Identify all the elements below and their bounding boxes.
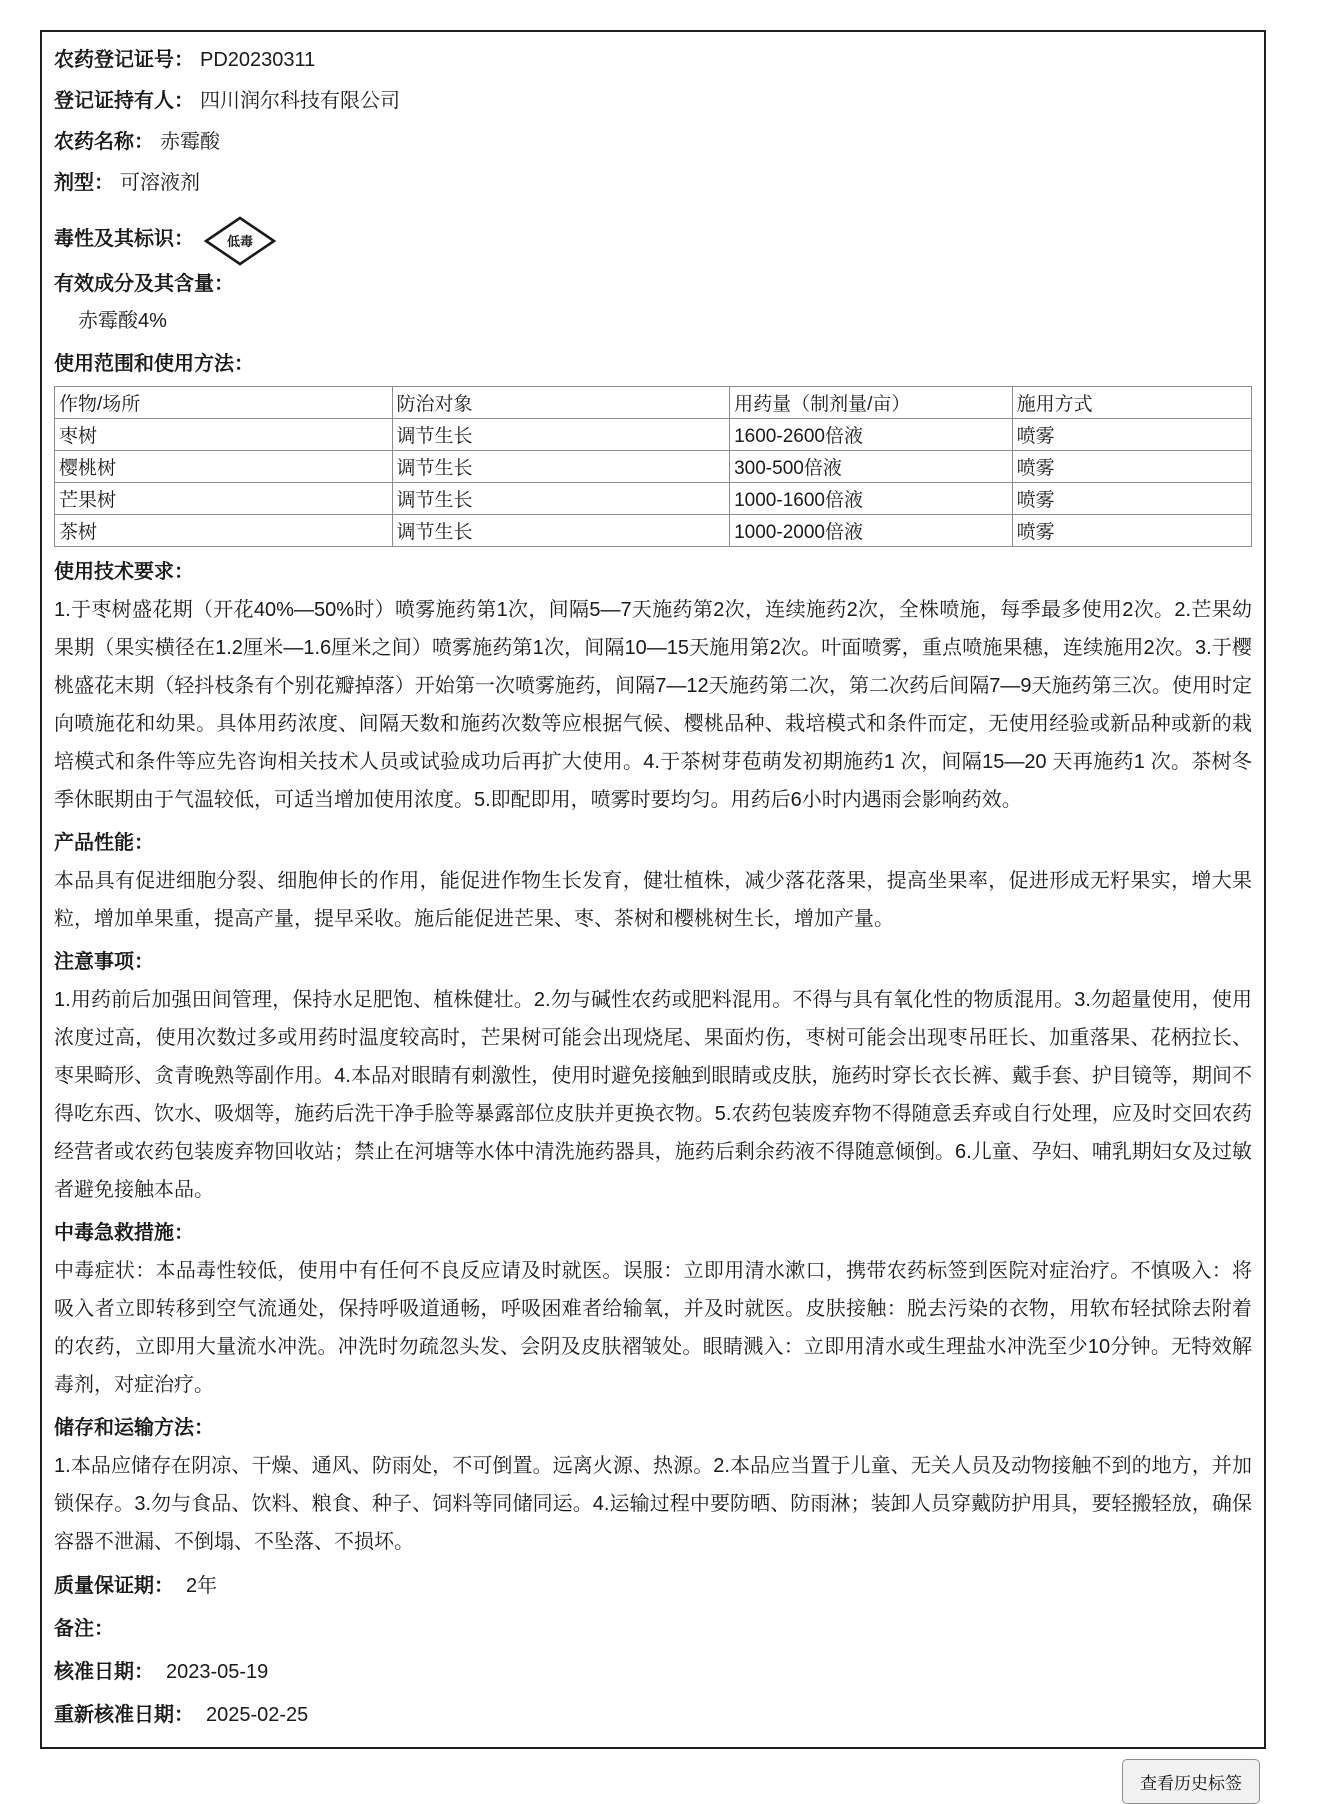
- field-row-remarks: [54, 1608, 1252, 1651]
- view-history-labels-button[interactable]: 查看历史标签: [1122, 1759, 1260, 1804]
- table-cell: 樱桃树: [55, 451, 393, 483]
- table-row: [55, 419, 1252, 451]
- section-heading-usage-requirements: 使用技术要求：: [54, 561, 194, 583]
- table-cell: 喷雾: [1012, 419, 1251, 451]
- field-label: 剂型：: [54, 172, 114, 194]
- table-cell: 喷雾: [1012, 483, 1251, 515]
- table-row: [55, 515, 1252, 547]
- field-label: 农药名称：: [54, 131, 154, 153]
- table-cell: 枣树: [55, 419, 393, 451]
- table-cell: 调节生长: [392, 451, 730, 483]
- field-label: 质量保证期：: [54, 1575, 174, 1597]
- field-row-toxicity: [54, 204, 1252, 260]
- field-value: 四川润尔科技有限公司: [200, 90, 400, 112]
- field-row-quality-guarantee: [54, 1565, 1252, 1608]
- table-cell: 1000-1600倍液: [730, 483, 1012, 515]
- table-cell: 300-500倍液: [730, 451, 1012, 483]
- table-cell: 喷雾: [1012, 451, 1251, 483]
- table-cell: 调节生长: [392, 515, 730, 547]
- field-label: 毒性及其标识：: [54, 228, 194, 250]
- field-row-pesticide-name: [54, 122, 1252, 163]
- field-row-certificate-holder: [54, 81, 1252, 122]
- table-row: [55, 483, 1252, 515]
- field-label: 农药登记证号：: [54, 49, 194, 71]
- field-row-registration-number: [54, 40, 1252, 81]
- table-row: [55, 451, 1252, 483]
- table-cell: 茶树: [55, 515, 393, 547]
- field-value: 2年: [186, 1575, 218, 1597]
- low-toxicity-diamond-icon: [204, 216, 276, 266]
- table-cell: 芒果树: [55, 483, 393, 515]
- field-label: 重新核准日期：: [54, 1704, 194, 1726]
- section-heading-active-ingredient: 有效成分及其含量：: [54, 273, 234, 295]
- section-heading-first-aid: 中毒急救措施：: [54, 1222, 194, 1244]
- field-value: 可溶液剂: [120, 172, 200, 194]
- section-heading-storage-transport: 储存和运输方法：: [54, 1417, 214, 1439]
- table-cell: 喷雾: [1012, 515, 1251, 547]
- page: [0, 30, 1330, 1804]
- field-row-reapproval-date: [54, 1694, 1252, 1737]
- field-value: 2025-02-25: [206, 1704, 309, 1726]
- table-cell: 调节生长: [392, 483, 730, 515]
- field-value: PD20230311: [200, 49, 316, 71]
- table-header-cell-crop: 作物/场所: [55, 387, 393, 419]
- active-ingredient-content: 赤霉酸4%: [78, 310, 167, 332]
- table-header-cell-target: 防治对象: [392, 387, 730, 419]
- section-body-storage-transport: 1.本品应储存在阴凉、干燥、通风、防雨处，不可倒置。远离火源、热源。2.本品应当置于儿童、无关人员及动物接触不到的地方，并加锁保存。3.勿与食品、饮料、粮食、种子、饲料等同储同运。4.运输过程中要防晒、防雨淋；装卸人员穿戴防护用具，要轻搬轻放，确保容器不泄漏、不倒塌、不坠落、不损坏。: [54, 1455, 1252, 1553]
- field-value: 2023-05-19: [166, 1661, 269, 1683]
- section-heading-precautions: 注意事项：: [54, 951, 154, 973]
- field-row-formulation: [54, 163, 1252, 204]
- field-label: 登记证持有人：: [54, 90, 194, 112]
- field-value: 赤霉酸: [160, 131, 220, 153]
- section-body-product-performance: 本品具有促进细胞分裂、细胞伸长的作用，能促进作物生长发育，健壮植株，减少落花落果，提高坐果率，促进形成无籽果实，增大果粒，增加单果重，提高产量，提早采收。施后能促进芒果、枣、茶树和樱桃树生长，增加产量。: [54, 870, 1252, 930]
- table-cell: 调节生长: [392, 419, 730, 451]
- field-label: 备注：: [54, 1618, 114, 1640]
- section-body-first-aid: 中毒症状：本品毒性较低，使用中有任何不良反应请及时就医。误服：立即用清水漱口，携带农药标签到医院对症治疗。不慎吸入：将吸入者立即转移到空气流通处，保持呼吸道通畅，呼吸困难者给输氧，并及时就医。皮肤接触：脱去污染的衣物，用软布轻拭除去附着的农药，立即用大量流水冲洗。冲洗时勿疏忽头发、会阴及皮肤褶皱处。眼睛溅入：立即用清水或生理盐水冲洗至少10分钟。无特效解毒剂，对症治疗。: [54, 1260, 1252, 1396]
- field-label: 核准日期：: [54, 1661, 154, 1683]
- table-header-cell-dosage: 用药量（制剂量/亩）: [730, 387, 1012, 419]
- actions-bar: [40, 1749, 1266, 1804]
- usage-table: [54, 386, 1252, 547]
- section-heading-product-performance: 产品性能：: [54, 832, 154, 854]
- pesticide-label-document: [40, 30, 1266, 1749]
- table-cell: 1000-2000倍液: [730, 515, 1012, 547]
- section-body-usage-requirements: 1.于枣树盛花期（开花40%—50%时）喷雾施药第1次，间隔5—7天施药第2次，连续施药2次，全株喷施，每季最多使用2次。2.芒果幼果期（果实横径在1.2厘米—1.6厘米之间）喷雾施药第1次，间隔10—15天施用第2次。叶面喷雾，重点喷施果穗，连续施用2次。3.于樱桃盛花末期（轻抖枝条有个别花瓣掉落）开始第一次喷雾施药，间隔7—12天施药第二次，第二次药后间隔7—9天施药第三次。使用时定向喷施花和幼果。具体用药浓度、间隔天数和施药次数等应根据气候、樱桃品种、栽培模式和条件而定，无使用经验或新品种或新的栽培模式和条件等应先咨询相关技术人员或试验成功后再扩大使用。4.于茶树芽苞萌发初期施药1 次，间隔15—20 天再施药1 次。茶树冬季休眠期由于气温较低，可适当增加使用浓度。5.即配即用，喷雾时要均匀。用药后6小时内遇雨会影响药效。: [54, 599, 1252, 811]
- table-cell: 1600-2600倍液: [730, 419, 1012, 451]
- section-heading-usage-scope: 使用范围和使用方法：: [54, 353, 254, 375]
- table-header-cell-method: 施用方式: [1012, 387, 1251, 419]
- field-row-approval-date: [54, 1651, 1252, 1694]
- table-header-row: [55, 387, 1252, 419]
- section-body-precautions: 1.用药前后加强田间管理，保持水足肥饱、植株健壮。2.勿与碱性农药或肥料混用。不得与具有氧化性的物质混用。3.勿超量使用，使用浓度过高，使用次数过多或用药时温度较高时，芒果树可能会出现烧尾、果面灼伤，枣树可能会出现枣吊旺长、加重落果、花柄拉长、枣果畸形、贪青晚熟等副作用。4.本品对眼睛有刺激性，使用时避免接触到眼睛或皮肤，施药时穿长衣长裤、戴手套、护目镜等，期间不得吃东西、饮水、吸烟等，施药后洗干净手脸等暴露部位皮肤并更换衣物。5.农药包装废弃物不得随意丢弃或自行处理，应及时交回农药经营者或农药包装废弃物回收站；禁止在河塘等水体中清洗施药器具，施药后剩余药液不得随意倾倒。6.儿童、孕妇、哺乳期妇女及过敏者避免接触本品。: [54, 989, 1252, 1201]
- toxicity-icon-text: 低毒: [226, 234, 254, 249]
